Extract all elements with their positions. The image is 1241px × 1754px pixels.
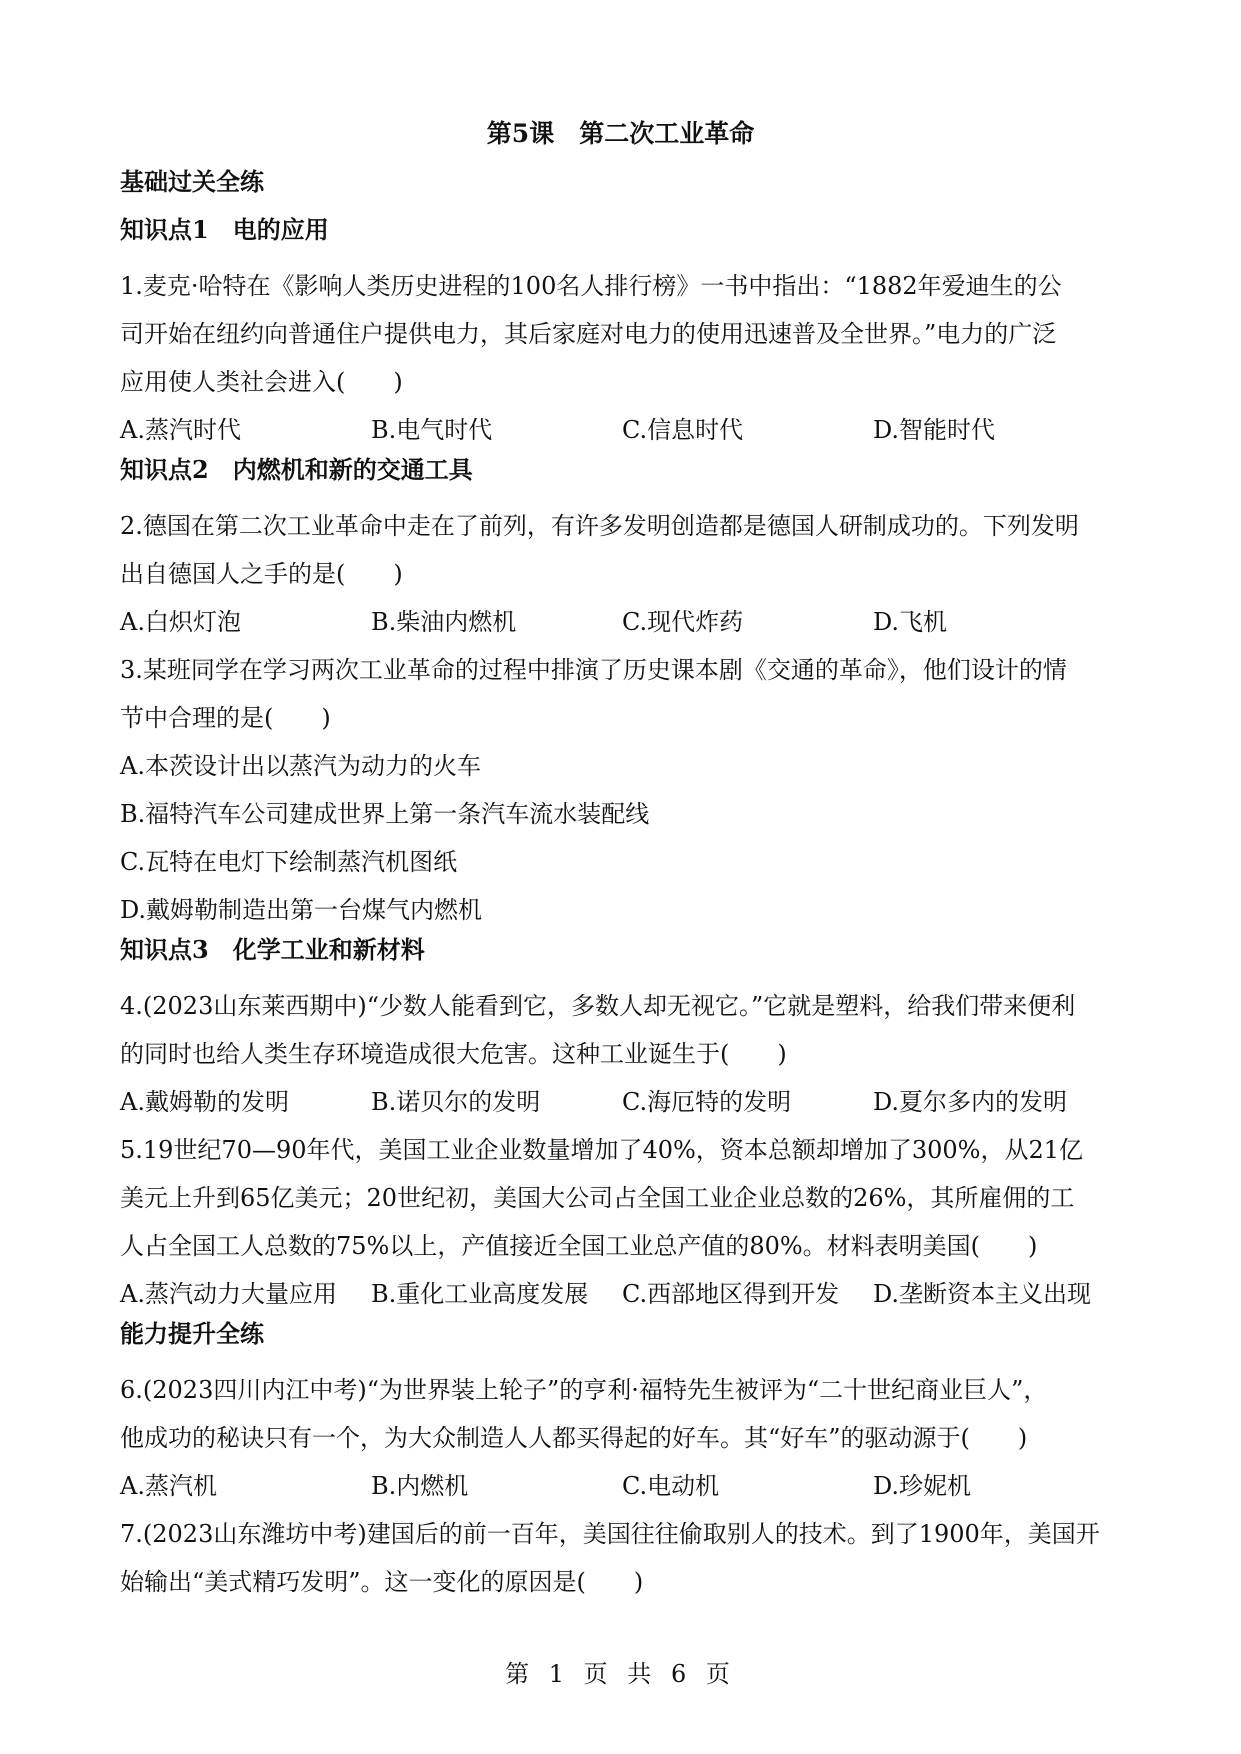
option-b: B.柴油内燃机 — [371, 608, 517, 636]
option-b: B.重化工业高度发展 — [371, 1280, 589, 1308]
option-a: A.蒸汽时代 — [120, 416, 241, 444]
option-d: D.垄断资本主义出现 — [873, 1280, 1092, 1308]
option-c: C.西部地区得到开发 — [622, 1280, 840, 1308]
page-number-footer: 第 1 页 共 6 页 — [505, 1660, 736, 1688]
question-4 — [120, 982, 1128, 1078]
option-c: C.信息时代 — [622, 416, 744, 444]
question-text-line: 5.19世纪70—90年代，美国工业企业数量增加了40%，资本总额却增加了300%，从21亿 — [120, 1136, 1084, 1164]
question-2 — [120, 502, 1128, 598]
option-a: A.蒸汽机 — [120, 1472, 217, 1500]
question-text-line: 始输出“美式精巧发明”。这一变化的原因是( ) — [120, 1568, 644, 1596]
option-d: D.智能时代 — [873, 416, 996, 444]
option-c: C.海厄特的发明 — [622, 1088, 792, 1116]
question-text-line: 2.德国在第二次工业革命中走在了前列，有许多发明创造都是德国人研制成功的。下列发明 — [120, 512, 1079, 540]
option-c: C.现代炸药 — [622, 608, 744, 636]
question-1 — [120, 262, 1128, 406]
option-b: B.内燃机 — [371, 1472, 469, 1500]
question-7 — [120, 1510, 1128, 1606]
option-d: D.飞机 — [873, 608, 948, 636]
question-4-options — [120, 1078, 1128, 1126]
question-text-line: 人占全国工人总数的75%以上，产值接近全国工业总产值的80%。材料表明美国( ) — [120, 1232, 1038, 1260]
option-d: D.夏尔多内的发明 — [873, 1088, 1068, 1116]
question-text-line: 他成功的秘诀只有一个，为大众制造人人都买得起的好车。其“好车”的驱动源于( ) — [120, 1424, 1028, 1452]
question-5 — [120, 1126, 1128, 1270]
option-a: A.蒸汽动力大量应用 — [120, 1280, 337, 1308]
lesson-title: 第5课 第二次工业革命 — [486, 119, 755, 148]
question-3 — [120, 646, 1128, 742]
knowledge-point-2: 知识点2 内燃机和新的交通工具 — [120, 455, 473, 484]
question-text-line: 3.某班同学在学习两次工业革命的过程中排演了历史课本剧《交通的革命》，他们设计的情 — [120, 656, 1067, 684]
option-b: B.福特汽车公司建成世界上第一条汽车流水装配线 — [120, 800, 650, 828]
option-b: B.诺贝尔的发明 — [371, 1088, 541, 1116]
option-c: C.电动机 — [622, 1472, 720, 1500]
question-text-line: 节中合理的是( ) — [120, 704, 331, 732]
option-a: A.白炽灯泡 — [120, 608, 241, 636]
content-block — [120, 166, 1128, 1606]
question-6-options — [120, 1462, 1128, 1510]
question-text-line: 出自德国人之手的是( ) — [120, 560, 403, 588]
option-a: A.戴姆勒的发明 — [120, 1088, 289, 1116]
option-d: D.戴姆勒制造出第一台煤气内燃机 — [120, 896, 483, 924]
question-text-line: 的同时也给人类生存环境造成很大危害。这种工业诞生于( ) — [120, 1040, 787, 1068]
question-text-line: 司开始在纽约向普通住户提供电力，其后家庭对电力的使用迅速普及全世界。”电力的广泛 — [120, 320, 1057, 348]
option-c: C.瓦特在电灯下绘制蒸汽机图纸 — [120, 848, 458, 876]
question-6 — [120, 1366, 1128, 1462]
section-heading-advanced: 能力提升全练 — [120, 1319, 264, 1348]
knowledge-point-1: 知识点1 电的应用 — [120, 215, 329, 244]
option-b: B.电气时代 — [371, 416, 493, 444]
option-a: A.本茨设计出以蒸汽为动力的火车 — [120, 752, 481, 780]
knowledge-point-3: 知识点3 化学工业和新材料 — [120, 935, 425, 964]
question-text-line: 7.(2023山东潍坊中考)建国后的前一百年，美国往往偷取别人的技术。到了1900年，美国开 — [120, 1520, 1100, 1548]
question-text-line: 美元上升到65亿美元；20世纪初，美国大公司占全国工业企业总数的26%，其所雇佣的工 — [120, 1184, 1075, 1212]
question-text-line: 应用使人类社会进入( ) — [120, 368, 403, 396]
question-text-line: 1.麦克·哈特在《影响人类历史进程的100名人排行榜》一书中指出：“1882年爱迪生的公 — [120, 272, 1062, 300]
section-heading-basic: 基础过关全练 — [120, 167, 264, 196]
question-5-options — [120, 1270, 1128, 1318]
question-1-options — [120, 406, 1128, 454]
question-text-line: 6.(2023四川内江中考)“为世界装上轮子”的亨利·福特先生被评为“二十世纪商业巨人”， — [120, 1376, 1048, 1404]
question-2-options — [120, 598, 1128, 646]
question-text-line: 4.(2023山东莱西期中)“少数人能看到它，多数人却无视它。”它就是塑料，给我们带来便利 — [120, 992, 1076, 1020]
option-d: D.珍妮机 — [873, 1472, 972, 1500]
